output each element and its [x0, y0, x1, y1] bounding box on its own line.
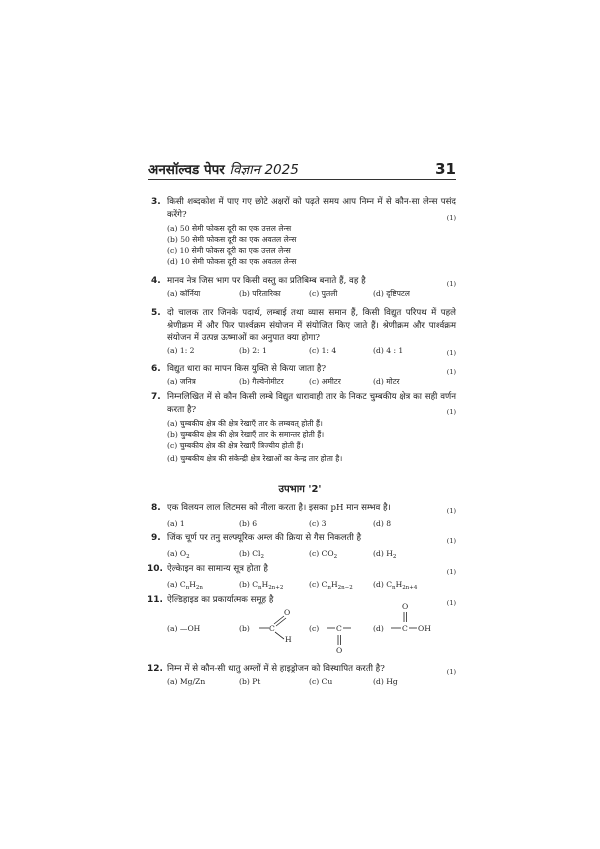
option-b-text: (b) Cl	[239, 548, 261, 558]
question-number: 10.	[147, 564, 163, 574]
option-text: (d) C	[373, 579, 393, 589]
subscript: n	[392, 584, 396, 591]
option-d: (d) 8	[373, 518, 392, 528]
option-b: (b) 2: 1	[239, 345, 267, 355]
subscript: n	[185, 584, 190, 591]
option-c-label: (c)	[309, 624, 320, 633]
option-d: (d) 4 : 1	[373, 345, 404, 355]
option-b-structure	[239, 608, 309, 648]
option-a: (a) चुम्बकीय क्षेत्र की क्षेत्र रेखाएँ तार के लम्बवत् होती हैं।	[167, 419, 323, 428]
bond-lines	[239, 608, 309, 648]
atom-o: O	[402, 602, 409, 611]
option-a	[167, 579, 203, 595]
question-marks: (1)	[446, 408, 456, 416]
subscript: 2n	[195, 584, 203, 591]
option-d-text: (d) H	[373, 548, 393, 558]
options-row	[167, 548, 456, 560]
subscript: n	[258, 584, 262, 591]
header-title-bold: अनसॉल्वड पेपर	[148, 162, 225, 178]
option-a: (a) —OH	[167, 624, 201, 633]
atom-c: C	[269, 624, 275, 633]
option-a: (a) Mg/Zn	[167, 676, 206, 686]
option-c-text: (c) CO	[309, 548, 334, 558]
option-text: H	[189, 579, 196, 589]
question-text: मानव नेत्र जिस भाग पर किसी वस्तु का प्रतिबिम्ब बनाते हैं, वह है	[167, 276, 366, 286]
section-heading: उपभाग '2'	[278, 484, 322, 495]
question-6	[151, 363, 456, 388]
question-number: 11.	[147, 595, 163, 605]
atom-h: H	[285, 635, 292, 644]
header-rule	[148, 179, 456, 180]
question-marks: (1)	[446, 214, 456, 222]
question-marks: (1)	[446, 280, 456, 288]
option-text: (b) C	[239, 579, 259, 589]
option-d: (d) दृष्टिपटल	[373, 288, 410, 298]
option-b: (b) गैल्वेनोमीटर	[239, 376, 284, 386]
option-d-label: (d)	[373, 624, 384, 633]
question-7	[151, 391, 456, 464]
option-c	[309, 548, 337, 564]
question-5	[151, 307, 456, 357]
option-text: (a) C	[167, 579, 186, 589]
option-b: (b) 6	[239, 518, 258, 528]
question-8	[151, 502, 456, 530]
option-a: (a) जनित्र	[167, 376, 196, 386]
question-number: 5.	[151, 308, 161, 318]
atom-o: O	[336, 646, 343, 655]
option-c	[309, 579, 353, 595]
question-number: 4.	[151, 276, 161, 286]
question-text: ऐल्केाइन का सामान्य सूत्र होता है	[167, 564, 268, 574]
question-marks: (1)	[446, 568, 456, 576]
header-title	[148, 160, 299, 178]
question-number: 7.	[151, 392, 161, 402]
option-b: (b) Pt	[239, 676, 261, 686]
option-a	[167, 548, 190, 564]
question-marks: (1)	[446, 349, 456, 357]
question-text: एक विलयन लाल लिटमस को नीला करता है। इसका pH मान सम्भव है।	[167, 503, 391, 513]
subscript: 2n+4	[402, 584, 418, 591]
question-number: 12.	[147, 664, 163, 674]
option-c: (c) Cu	[309, 676, 333, 686]
option-d: (d) Hg	[373, 676, 398, 686]
question-text: दो चालक तार जिनके पदार्थ, लम्बाई तथा व्यास समान हैं, किसी विद्युत परिपथ में पहले श्रेणीक्रम में और फिर पार्श्वक्रम संयोजन में संयोजित किए जाते हैं। श्रेणीक्रम और पार्श्वक्रम संयोजन में उत्पन्न ऊष्माओं का अनुपात क्या होगा?	[167, 308, 456, 343]
atom-c: C	[336, 624, 342, 633]
question-marks: (1)	[446, 668, 456, 676]
subscript: 2	[186, 553, 190, 560]
options-row	[167, 345, 456, 357]
option-c: (c) चुम्बकीय क्षेत्र की क्षेत्र रेखाएँ त्रिज्यीय होती हैं।	[167, 441, 304, 450]
option-a-text: (a) O	[167, 548, 187, 558]
question-number: 6.	[151, 364, 161, 374]
option-c: (c) 1: 4	[309, 345, 337, 355]
subscript: 2	[260, 553, 264, 560]
question-number: 3.	[151, 197, 161, 207]
bond-lines	[373, 602, 443, 648]
question-number: 9.	[151, 533, 161, 543]
option-d: (d) 10 सेमी फोकस दूरी का एक अवतल लेन्स	[167, 257, 297, 266]
question-3	[151, 196, 456, 267]
question-text: निम्नलिखित में से कौन किसी लम्बे विद्युत धारावाही तार के निकट चुम्बकीय क्षेत्र का सही वर्णन करता है?	[167, 392, 456, 415]
option-d	[373, 548, 396, 564]
question-9	[151, 532, 456, 560]
options-row	[167, 288, 456, 300]
option-b: (b) चुम्बकीय क्षेत्र की क्षेत्र रेखाएँ तार के समान्तर होती हैं।	[167, 430, 325, 439]
page-header	[148, 160, 456, 180]
page-number: 31	[435, 160, 456, 178]
question-text: किसी शब्दकोश में पाए गए छोटे अक्षरों को पढ़ते समय आप निम्न में से कौन-सा लेन्स पसंद करेंगे?	[167, 197, 456, 220]
option-c: (c) 10 सेमी फोकस दूरी का एक उत्तल लेन्स	[167, 246, 291, 255]
question-text: निम्न में से कौन-सी धातु अम्लों में से हाइड्रोजन को विस्थापित करती है?	[167, 664, 385, 674]
question-text: ऐल्डिहाइड का प्रकार्यात्मक समूह है	[167, 595, 274, 605]
option-a: (a) 1: 2	[167, 345, 195, 355]
option-b: (b) 50 सेमी फोकस दूरी का एक अवतल लेन्स	[167, 235, 297, 244]
header-title-subject: विज्ञान 2025	[229, 162, 299, 178]
option-text: H	[261, 579, 269, 589]
group-oh: OH	[418, 624, 431, 633]
subscript: 2n−2	[337, 584, 353, 591]
question-number: 8.	[151, 503, 161, 513]
option-b	[239, 548, 264, 564]
option-b-label: (b)	[239, 624, 250, 633]
subscript: 2n+2	[268, 584, 284, 591]
option-d	[373, 579, 417, 595]
option-c: (c) पुतली	[309, 288, 338, 298]
options-row	[167, 376, 456, 388]
question-marks: (1)	[446, 537, 456, 545]
option-b	[239, 579, 283, 595]
option-b: (b) परितारिका	[239, 288, 281, 298]
subscript: 2	[392, 553, 397, 560]
question-text: विद्युत धारा का मापन किस युक्ति से किया जाता है?	[167, 364, 327, 374]
question-marks: (1)	[446, 507, 456, 515]
subscript: n	[327, 584, 331, 591]
option-a: (a) कॉर्निया	[167, 288, 201, 298]
question-text: जिंक चूर्ण पर तनु सल्फ्यूरिक अम्ल की क्रिया से गैस निकलती है	[167, 533, 362, 543]
option-text: H	[395, 579, 403, 589]
option-d-structure	[373, 602, 443, 648]
option-c-structure	[309, 608, 369, 658]
question-marks: (1)	[446, 368, 456, 376]
option-c: (c) 3	[309, 518, 327, 528]
question-12	[147, 663, 456, 688]
options-row	[167, 518, 456, 530]
option-text: H	[330, 579, 338, 589]
options-row	[167, 676, 456, 688]
options-row	[167, 579, 456, 591]
bond-lines	[309, 608, 369, 658]
option-d: (d) चुम्बकीय क्षेत्र की संकेन्द्री क्षेत्र रेखाओं का केन्द्र तार होता है।	[167, 454, 343, 463]
option-text: (c) C	[309, 579, 328, 589]
question-4	[151, 275, 456, 300]
option-a: (a) 50 सेमी फोकस दूरी का एक उत्तल लेन्स	[167, 224, 292, 233]
question-11	[147, 594, 456, 656]
subscript: 2	[333, 553, 338, 560]
option-c: (c) अमीटर	[309, 376, 341, 386]
question-marks: (1)	[446, 599, 456, 607]
question-10	[147, 563, 456, 591]
option-a: (a) 1	[167, 518, 185, 528]
option-d: (d) मोटर	[373, 376, 400, 386]
atom-o: O	[284, 608, 291, 617]
atom-c: C	[402, 624, 408, 633]
